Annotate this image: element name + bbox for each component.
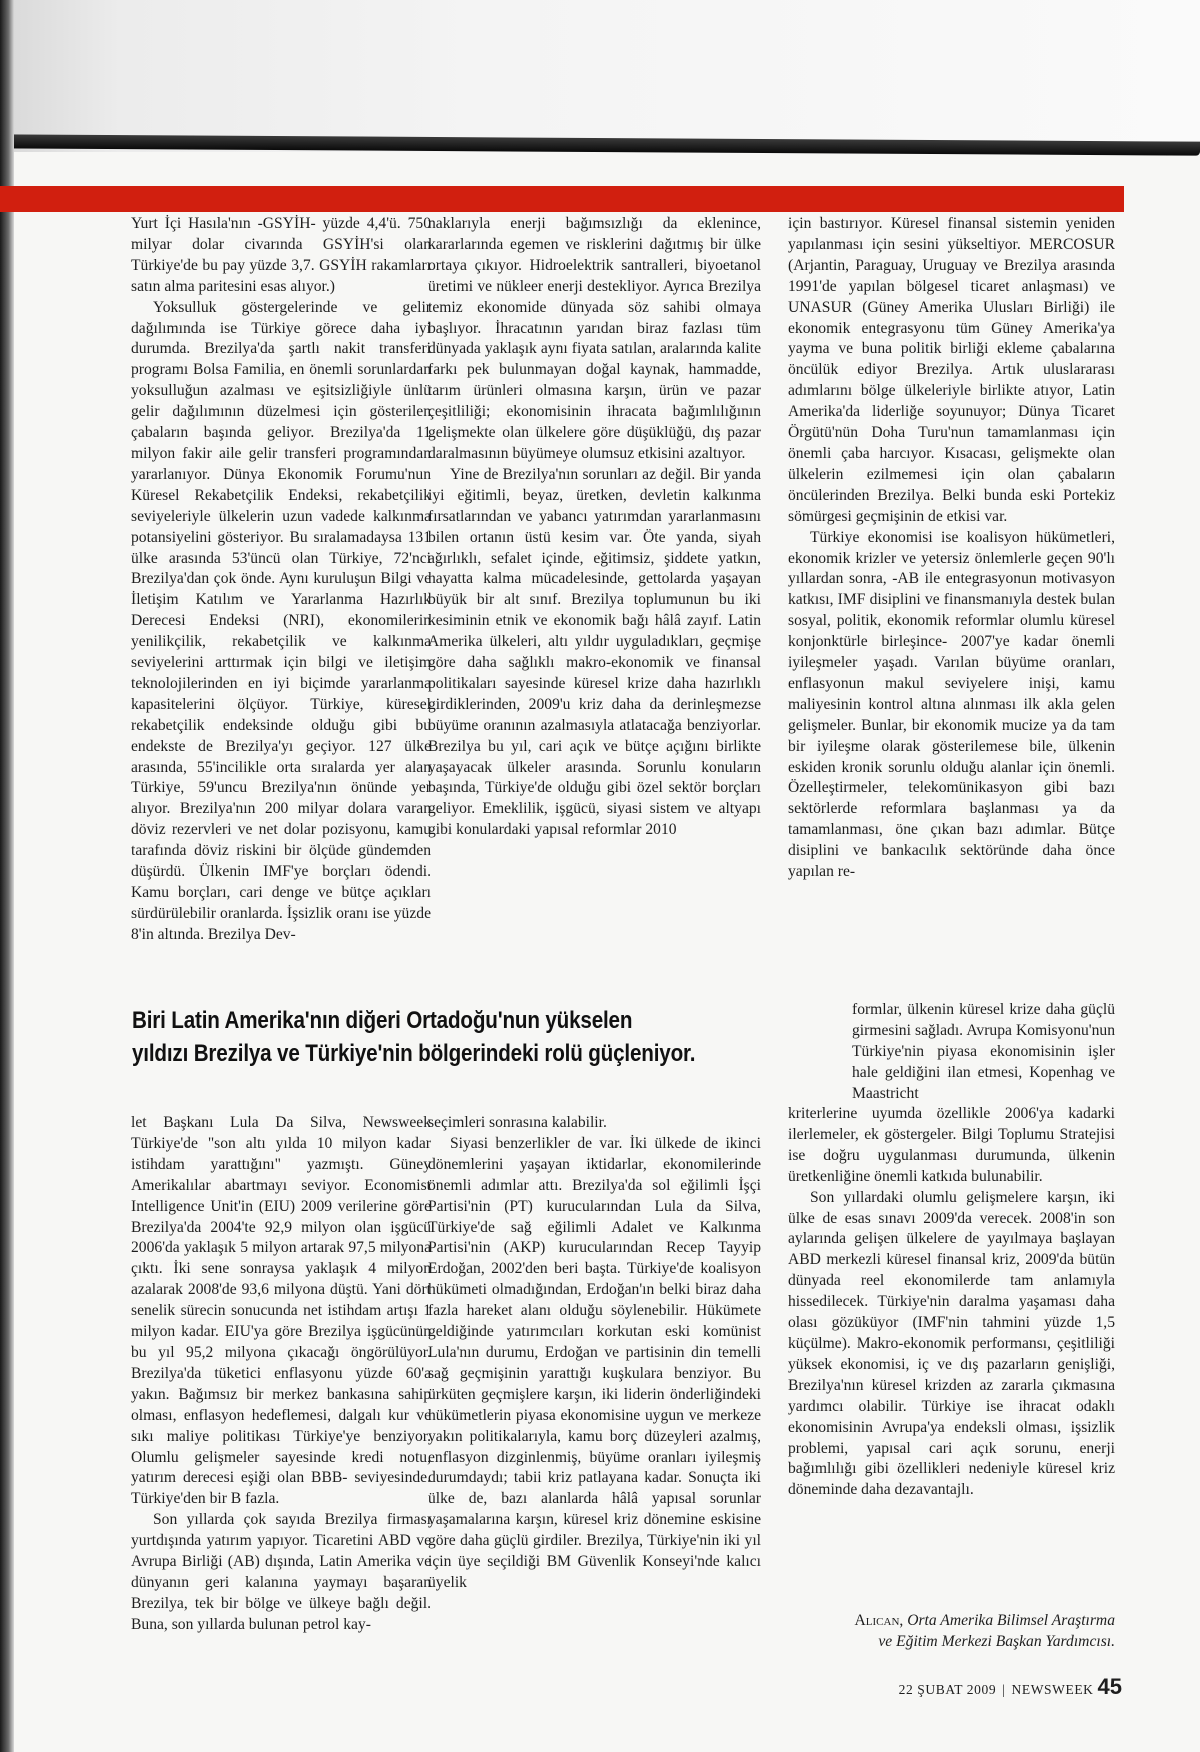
pull-quote — [132, 1004, 751, 1070]
author-title: Orta Amerika Bilimsel Araştırma — [907, 1612, 1115, 1629]
page-footer — [860, 1674, 1122, 1700]
paragraph: Son yıllarda çok sayıda Brezilya firması yurtdışında yatırım yapıyor. Ticaretini ABD ve Avrupa Birliği (AB) dışında, Latin Amerika ve dünyanın geri kalanına yaymayı başaran Brezilya, tek bir bölge ve ülkeye bağlı değil. Buna, son yıllarda bulunan petrol kay- — [131, 1511, 431, 1633]
article-column-3-bottom — [788, 1104, 1115, 1501]
article-column-2-bottom — [428, 1113, 761, 1594]
issue-date: 22 ŞUBAT 2009 — [898, 1682, 997, 1697]
footer-separator: | — [1002, 1682, 1006, 1697]
paragraph: Yine de Brezilya'nın sorunları az değil. Bir yanda iyi eğitimli, beyaz, üretken, devletin kalkınma fırsatlarından ve yabancı yatırımdan yararlanmasını bilen ortanın üstü kesim var. Öte yanda, siyah ağırlıklı, sefalet içinde, eğitimsiz, şiddete yatkın, hayatta kalma mücadelesinde, gettolarda yaşayan büyük bir alt sınıf. Brezilya toplumunun bu iki kesiminin etnik ve ekonomik bağı hâlâ zayıf. Latin Amerika ülkeleri, altı yıldır uyguladıkları, geçmişe göre daha sağlıklı makro-ekonomik ve finansal politikaları sayesinde küresel krize daha hazırlıklı girdiklerinden, 2009'u kriz daha da derinleşmezse büyüme oranının azalmasıyla atlatacağa benziyorlar. Brezilya bu yıl, cari açık ve bütçe açığını birlikte yaşayacak ülkeler arasında. Sorunlu konuların başında, Türkiye'de olduğu gibi özel sektör borçları geliyor. Emeklilik, işgücü, siyasi sistem ve altyapı gibi konulardaki yapısal reformlar 2010 — [428, 465, 761, 839]
page-number: 45 — [1097, 1674, 1122, 1699]
paragraph: Yurt İçi Hasıla'nın -GSYİH- yüzde 4,4'ü. 750 milyar dolar civarında GSYİH'si olan Türkiye'de bu pay yüzde 3,7. GSYİH rakamları satın alma paritesini esas alıyor.) — [131, 215, 431, 295]
paragraph: formlar, ülkenin küresel krize daha güçlü girmesini sağladı. Avrupa Komisyonu'nun Türkiye'nin piyasa ekonomisinin işler hale geldiğini ilan etmesi, Kopenhag ve Maastricht — [852, 1001, 1115, 1102]
scan-top-margin — [0, 0, 1200, 152]
paragraph: Son yıllardaki olumlu gelişmelere karşın, iki ülke de esas sınavı 2009'da verecek. 2008'in son aylarında gelişen ülkelere de yayılmaya başlayan ABD merkezli küresel finansal kriz, 2009'da bütün dünyada reel ekonomilerde tam anlamıyla hissedilecek. Türkiye'nin daralma yaşaması daha olası gözüküyor (IMF'nin tahmini yüzde 1,5 küçülme). Makro-ekonomik performansı, çeşitliliği yüksek ekonomisi, iç ve dış pazarların genişliği, Brezilya'nın küresel krizden az zararla çıkmasına yardımcı olabilir. Türkiye ise ihracat odaklı ekonomisinin Avrupa'ya endeksli olması, işsizlik problemi, yapısal cari açık sorunu, enerji bağımlılığı gibi özellikleri nedeniyle küresel kriz döneminde daha dezavantajlı. — [788, 1188, 1115, 1499]
article-column-1-bottom — [131, 1113, 431, 1636]
article-column-1-top — [131, 214, 431, 946]
article-column-3-wrap — [852, 1000, 1115, 1105]
pull-quote-line: Biri Latin Amerika'nın diğeri Ortadoğu'nun yükselen — [132, 1007, 633, 1034]
paragraph: için bastırıyor. Küresel finansal sistemin yeniden yapılanması için sesini yükseltiyor. MERCOSUR (Arjantin, Paraguay, Uruguay ve Brezilya arasında 1991'de yapılan bölgesel ticaret anlaşması) ve UNASUR (Güney Amerika Ulusları Birliği) ile ekonomik entegrasyonu tüm Güney Amerika'ya yayma ve buna politik birliği ekleme çabalarına öncülük ediyor Brezilya. Artık uluslararası adımlarını bölge ülkeleriyle birlikte atıyor, Latin Amerika'da liderliğe soyunuyor; Dünya Ticaret Örgütü'nün Doha Turu'nun tamamlanması için önemli çaba harcıyor. Kısacası, gelişmekte olan ülkelerin ezilmemesi için olan çabaların öncülerinden Brezilya. Belki bunda eski Portekiz sömürgesi geçmişinin de etkisi var. — [788, 215, 1115, 525]
paragraph: Türkiye ekonomisi ise koalisyon hükümetleri, ekonomik krizler ve yetersiz önlemlerle geçen 90'lı yıllardan sonra, -AB ile entegrasyonun motivasyon katkısı, IMF disiplini ve finansmanıyla destek bulan sosyal, politik, ekonomik reformlar olumlu küresel konjonktürle birleşince- 2007'ye kadar önemli iyileşmeler yaşadı. Varılan büyüme oranları, enflasyonun makul seviyelere inişi, kamu maliyesinin kontrol altına alınması ilk akla gelen gelişmeler. Bunlar, bir ekonomik mucize ya da tam bir iyileşme olarak gösterilemese bile, ülkenin eskiden kronik sorunlu olduğu alanlar için önemli. Özelleştirmeler, telekomünikasyon gibi bazı sektörlerde reformlara başlanması ya da tamamlanması, öne çıkan bazı adımlar. Bütçe disiplini ve bankacılık sektöründe daha önce yapılan re- — [788, 528, 1115, 881]
author-name: Alican, — [854, 1612, 904, 1629]
pull-quote-line: yıldızı Brezilya ve Türkiye'nin bölgerindeki rolü güçleniyor. — [132, 1040, 696, 1067]
scan-binding-shadow — [0, 0, 14, 1752]
author-title: ve Eğitim Merkezi Başkan Yardımcısı. — [878, 1633, 1115, 1650]
paragraph: Yoksulluk göstergelerinde ve gelir dağılımında ise Türkiye görece daha iyi durumda. Brezilya'da şartlı nakit transferi programı Bolsa Familia, en önemli sorunlardan yoksulluğun azalması ve eşitsizliğiyle ünlü gelir dağılımının düzelmesi için gösterilen çabaların başında geliyor. Brezilya'da 11 milyon fakir aile gelir transferi programından yararlanıyor. Dünya Ekonomik Forumu'nun Küresel Rekabetçilik Endeksi, rekabetçilik seviyeleriyle ülkelerin uzun vadede kalkınma potansiyelini gösteriyor. Bu sıralamadaysa 131 ülke arasında 53'üncü olan Türkiye, 72'nci Brezilya'dan çok önde. Aynı kuruluşun Bilgi ve İletişim Katılım ve Yararlanma Hazırlık Derecesi Endeksi (NRI), ekonomilerin yenilikçilik, rekabetçilik ve kalkınma seviyelerini arttırmak için bilgi ve iletişim teknolojilerinden en iyi biçimde yararlanma kapasitelerini ölçüyor. Türkiye, küresel rekabetçilik endeksinde olduğu gibi bu endekste de Brezilya'yı geçiyor. 127 ülke arasında, 55'incilikle orta sıralarda yer alan Türkiye, 59'uncu Brezilya'nın önünde yer alıyor. Brezilya'nın 200 milyar dolara varan döviz rezervleri ve net dolar pozisyonu, kamu tarafında döviz riskini bir ölçüde gündemden düşürdü. Ülkenin IMF'ye borçları ödendi. Kamu borçları, cari denge ve bütçe açıkları sürdürülebilir oranlarda. İşsizlik oranı ise yüzde 8'in altında. Brezilya Dev- — [131, 298, 431, 943]
author-byline — [790, 1610, 1115, 1652]
magazine-name: NEWSWEEK — [1011, 1682, 1094, 1697]
paragraph: seçimleri sonrasına kalabilir. — [428, 1114, 607, 1131]
header-accent-bar — [0, 186, 1124, 212]
paragraph: kriterlerine uyumda özellikle 2006'ya kadarki ilerlemeler, ek göstergeler. Bilgi Toplumu Stratejisi ise doğru uygulanması durumunda, ülkenin üretkenliğine önemli katkıda bulunabilir. — [788, 1105, 1115, 1185]
paragraph: naklarıyla enerji bağımsızlığı da eklenince, kararlarında egemen ve risklerini dağıtmış bir ülke ortaya çıkıyor. Hidroelektrik santralleri, biyoetanol üretimi ve nükleer enerji destekliyor. Ayrıca Brezilya temiz ekonomide dünyada söz sahibi olmaya başlıyor. İhracatının yarıdan biraz fazlası tüm dünyada yaklaşık aynı fiyata satılan, aralarında kalite farkı pek bulunmayan doğal kaynak, hammadde, tarım ürünleri olmasına karşın, ürün ve pazar çeşitliliği; ekonomisinin ihracata bağımlılığının gelişmekte olan ülkelere göre düşüklüğü, dış pazar daralmasının büyümeye olumsuz etkisini azaltıyor. — [428, 215, 761, 462]
article-column-2-top — [428, 214, 761, 841]
paragraph: Siyasi benzerlikler de var. İki ülkede de ikinci dönemlerini yaşayan iktidarlar, ekonomilerinde önemli adımlar attı. Brezilya'da sol eğilimli İşçi Partisi'nin (PT) kurucularından Lula da Silva, Türkiye'de sağ eğilimli Adalet ve Kalkınma Partisi'nin (AKP) kurucularından Recep Tayyip Erdoğan, 2002'den beri başta. Türkiye'de koalisyon hükümeti olmadığından, Erdoğan'ın belki biraz daha fazla hareket alanı olduğu söylenebilir. Hükümete geldiğinde yatırımcıları korkutan eski komünist Lula'nın durumu, Erdoğan ve partisinin din temelli sağ geçmişinin yarattığı kuşkulara benziyor. Bu ürküten geçmişlere karşın, iki liderin önderliğindeki hükümetlerin piyasa ekonomisine uygun ve merkeze yakın politikalarıyla, kamu borç düzeyleri azalmış, enflasyon dizginlenmiş, büyüme oranları iyileşmiş durumdaydı; tabii kriz patlayana kadar. Sonuçta iki ülke de, bazı alanlarda hâlâ yapısal sorunlar yaşamalarına karşın, küresel kriz dönemine eskisine göre daha güçlü girdiler. Brezilya, Türkiye'nin iki yıl için üye seçildiği BM Güvenlik Konseyi'nde kalıcı üyelik — [428, 1134, 761, 1591]
paragraph: let Başkanı Lula Da Silva, Newsweek Türkiye'de "son altı yılda 10 milyon kadar istihdam yarattığını" yazmıştı. Güney Amerikalılar abartmayı seviyor. Economist Intelligence Unit'in (EIU) 2009 verilerine göre Brezilya'da 2004'te 92,9 milyon olan işgücü 2006'da yaklaşık 5 milyon artarak 97,5 milyona çıktı. İki sene sonraysa yaklaşık 4 milyon azalarak 2008'de 93,6 milyona düştü. Yani dört senelik sürecin sonucunda net istihdam artışı 1 milyon kadar. EIU'ya göre Brezilya işgücünün bu yıl 95,2 milyona çıkacağı öngörülüyor. Brezilya'da tüketici enflasyonu yüzde 60'a yakın. Bağımsız bir merkez bankasına sahip olması, enflasyon hedeflemesi, dalgalı kur ve sıkı maliye politikası Türkiye'ye benziyor. Olumlu gelişmeler sayesinde kredi notu, yatırım derecesi eşiği olan BBB- seviyesinde. Türkiye'den bir B fazla. — [131, 1114, 431, 1508]
article-column-3-top — [788, 214, 1115, 883]
